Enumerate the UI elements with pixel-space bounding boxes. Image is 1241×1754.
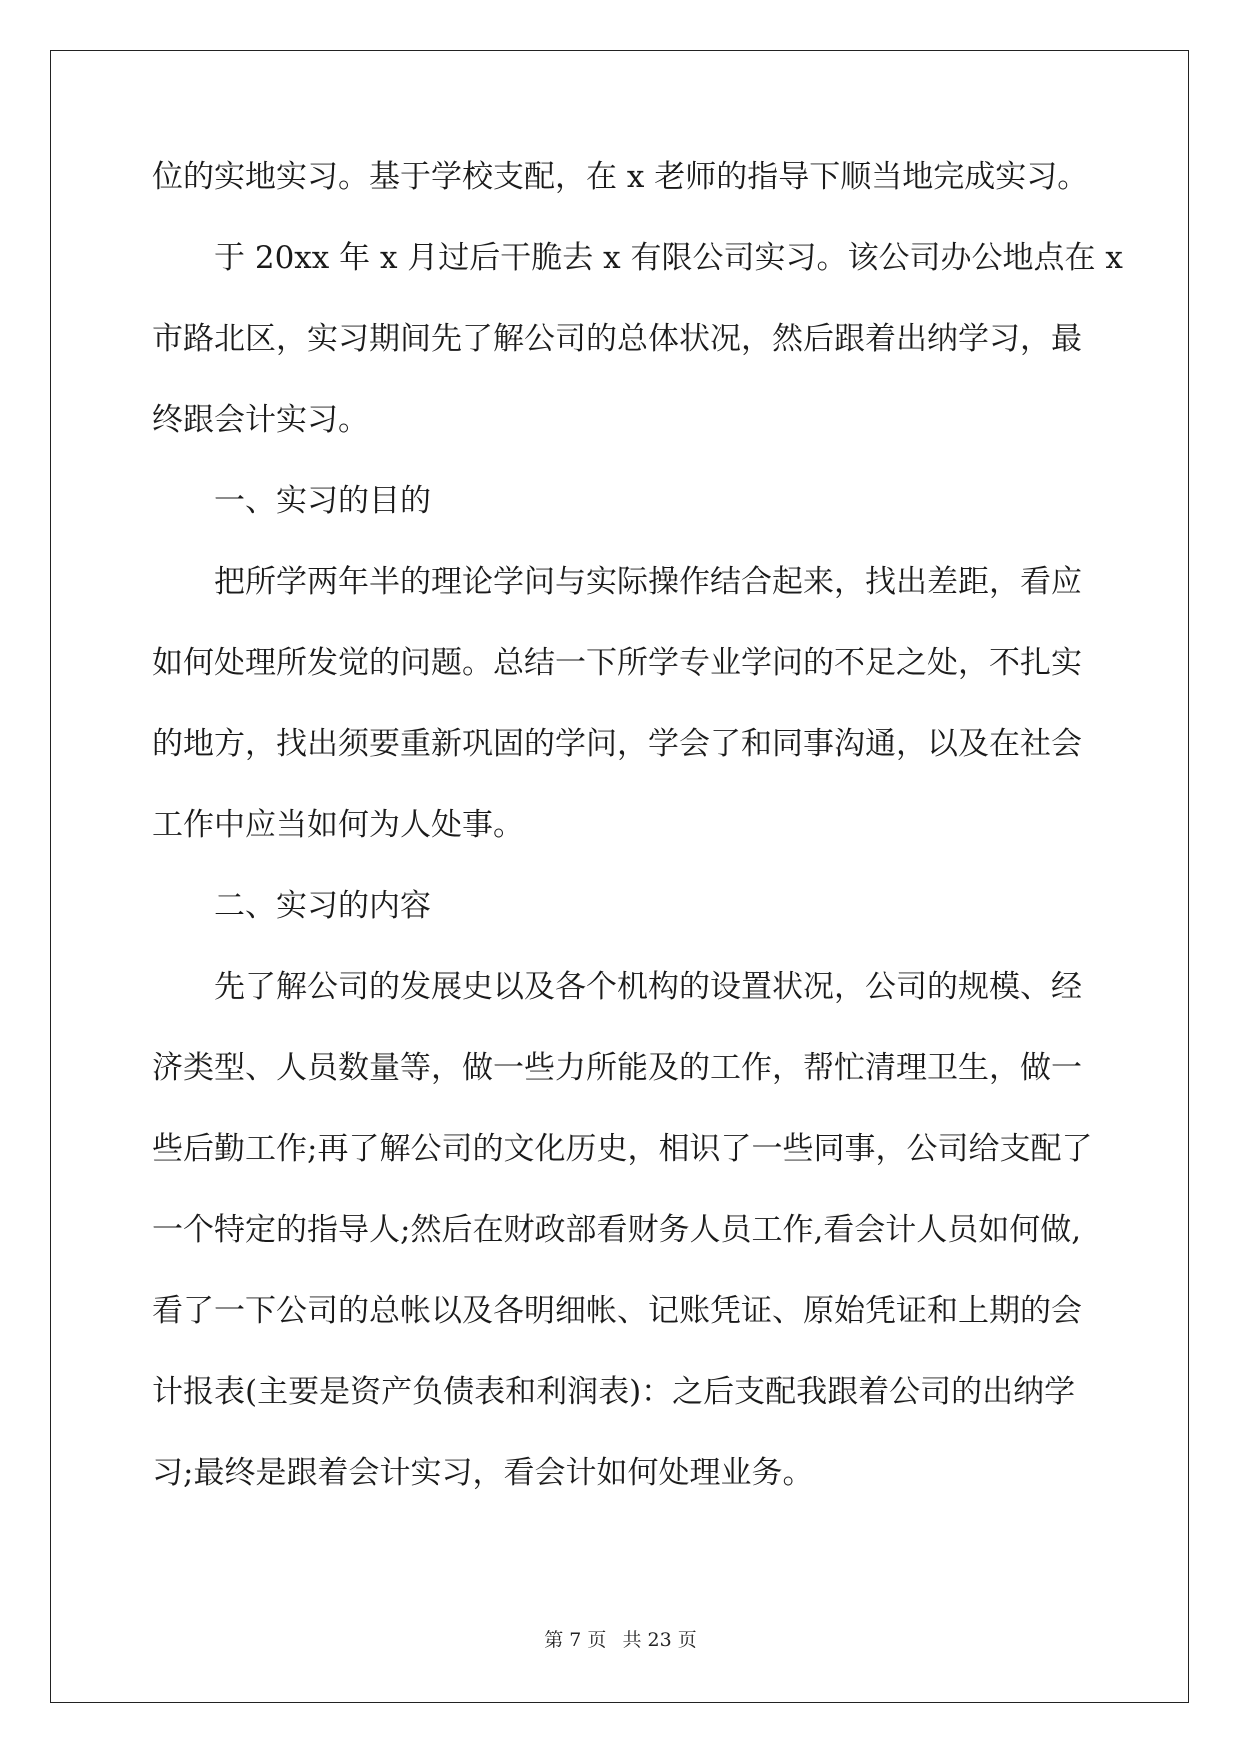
text-line: 工作中应当如何为人处事。: [152, 807, 524, 843]
document-body: [152, 158, 1123, 1535]
text-line: 看了一下公司的总帐以及各明细帐、记账凭证、原始凭证和上期的会: [152, 1293, 1082, 1329]
text-line: 如何处理所发觉的问题。总结一下所学专业学问的不足之处，不扎实: [152, 645, 1082, 681]
text-line: 济类型、人员数量等，做一些力所能及的工作，帮忙清理卫生，做一: [152, 1050, 1082, 1086]
text-line: 计报表(主要是资产负债表和利润表)：之后支配我跟着公司的出纳学: [152, 1374, 1076, 1410]
text-line: 终跟会计实习。: [152, 402, 369, 438]
text-line: 的地方，找出须要重新巩固的学问，学会了和同事沟通，以及在社会: [152, 726, 1082, 762]
text-line: 先了解公司的发展史以及各个机构的设置状况，公司的规模、经: [152, 969, 1082, 1005]
text-line: 把所学两年半的理论学问与实际操作结合起来，找出差距，看应: [152, 564, 1082, 600]
text-line: 位的实地实习。基于学校支配，在 x 老师的指导下顺当地完成实习。: [152, 159, 1089, 195]
text-line: 于 20xx 年 x 月过后干脆去 x 有限公司实习。该公司办公地点在 x: [152, 240, 1123, 276]
section-heading: 二、实习的内容: [152, 888, 431, 924]
text-line: 一个特定的指导人;然后在财政部看财务人员工作,看会计人员如何做,: [152, 1212, 1082, 1248]
text-line: 习;最终是跟着会计实习，看会计如何处理业务。: [152, 1455, 814, 1491]
text-line: 些后勤工作;再了解公司的文化历史，相识了一些同事，公司给支配了: [152, 1131, 1093, 1167]
text-line: 市路北区，实习期间先了解公司的总体状况，然后跟着出纳学习，最: [152, 321, 1082, 357]
page-number: 第 7 页: [544, 1629, 607, 1651]
page-footer: [0, 1625, 1241, 1652]
section-heading: 一、实习的目的: [152, 483, 431, 519]
page-total: 共 23 页: [622, 1629, 697, 1651]
